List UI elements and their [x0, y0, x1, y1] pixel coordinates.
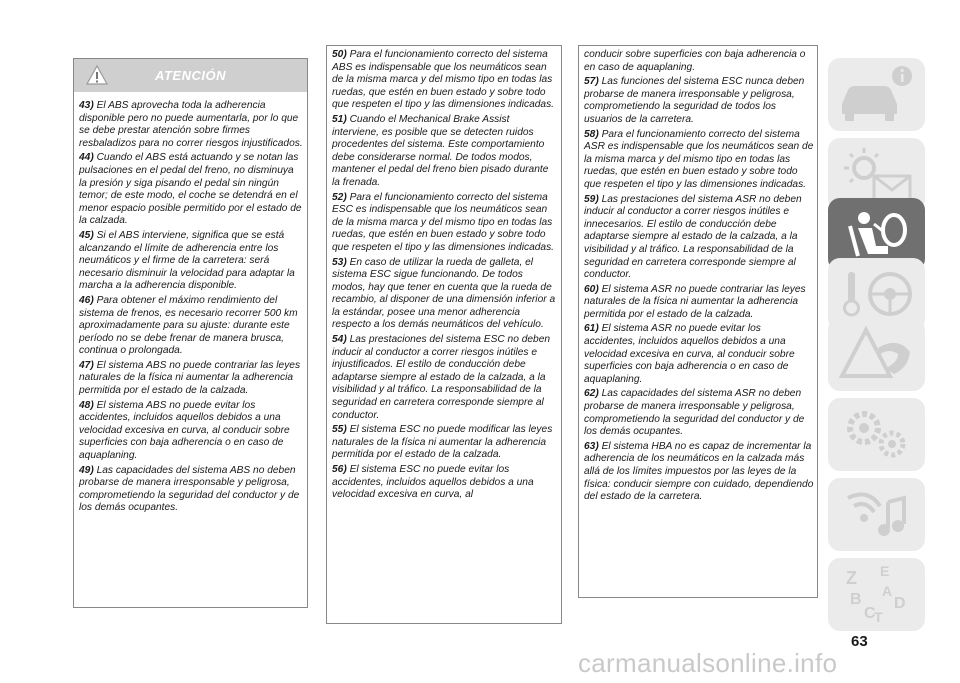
- warning-item: [584, 129, 814, 192]
- warning-item: [79, 152, 304, 228]
- tab-index[interactable]: [828, 558, 925, 631]
- warning-item-text: Si el ABS interviene, significa que se está alcanzando el límite de adherencia entre los neumáticos y el firme de la carretera: será necesario disminuir la velocidad para adaptar la marcha a la adherencia disponible.: [79, 229, 295, 292]
- warning-item-number: 45): [79, 229, 94, 241]
- warning-item-text: El ABS aprovecha toda la adherencia disponible pero no puede aumentarla, por lo que se debe prestar atención sobre firmes resbaladizos para no correr riesgos injustificados.: [79, 100, 303, 149]
- warning-item-text: Las capacidades del sistema ASR no deben probarse de manera irresponsable y peligrosa, comprometiendo la seguridad del conductor y de los demás ocupantes.: [584, 388, 805, 438]
- warning-item-text: Las capacidades del sistema ABS no deben probarse de manera irresponsable y peligrosa, comprometiendo la seguridad del conductor y de los demás ocupantes.: [79, 464, 300, 514]
- warning-item: [584, 76, 814, 126]
- warning-item: [584, 194, 814, 282]
- warning-item-number: 43): [79, 100, 94, 111]
- warning-item-text: El sistema HBA no es capaz de incrementar la adherencia de los neumáticos en la calzada más allá de los límites impuestos por las leyes de la física: conducir siempre con cuidado, dependiendo del estado de la carretera.: [584, 440, 814, 503]
- tab-maintenance[interactable]: [828, 398, 925, 471]
- maintenance-gears-icon: [828, 398, 925, 471]
- warning-title: ATENCIÓN: [155, 68, 226, 83]
- warning-item-number: 46): [79, 294, 94, 306]
- warning-item-number: 56): [332, 464, 347, 475]
- warning-item: [332, 192, 558, 255]
- warning-item-text: El sistema ESC no puede evitar los accidentes, incluidos aquellos debidos a una velocidad excesiva en curva, al: [332, 464, 534, 501]
- warning-item: [584, 388, 814, 438]
- warning-item-number: 44): [79, 152, 94, 164]
- warning-item: [332, 424, 558, 462]
- tab-multimedia[interactable]: [828, 478, 925, 551]
- index-letter: A: [882, 583, 893, 599]
- warning-item-text: Para el funcionamiento correcto del sistema ABS es indispensable que los neumáticos sean de la misma marca y del mismo tipo en todas las ruedas, que estén en buen estado y sobre todo que respeten el tipo y las dimensiones indicadas.: [332, 49, 554, 111]
- warning-item-number: 51): [332, 113, 347, 125]
- warning-item-text: Cuando el Mechanical Brake Assist interviene, es posible que se detecten ruidos procedentes del sistema. Este comportamiento debe considerarse normal. De todos modos, mantener el pedal del freno bien pisado durante la frenada.: [332, 113, 549, 188]
- warning-banner: [74, 59, 307, 92]
- warning-item-number: 61): [584, 323, 599, 335]
- warning-item-text: El sistema ABS no puede contrariar las leyes naturales de la física ni aumentar la adherencia permitida por el estado de la calzada.: [79, 359, 301, 397]
- warning-item: [332, 257, 558, 333]
- warning-item-number: 55): [332, 424, 347, 436]
- warning-item: [332, 464, 558, 502]
- warning-text-column-2: [332, 49, 558, 504]
- warning-text-column-3: [584, 49, 814, 506]
- car-info-icon: [828, 58, 925, 131]
- warning-column-1: [73, 58, 308, 608]
- warning-item-number: 58): [584, 128, 599, 140]
- warning-item-text: Para obtener el máximo rendimiento del sistema de frenos, es necesario recorrer 500 km aproximadamente para su ajuste: durante este período no se debe frenar de manera brusca, continua o prolongada.: [79, 294, 298, 357]
- warning-item-text: Para el funcionamiento correcto del sistema ASR es indispensable que los neumáticos sean de la misma marca y del mismo tipo en todas las ruedas, que estén en buen estado y sobre todo que respeten el tipo y las dimensiones indicadas.: [584, 128, 814, 190]
- warning-item: [584, 284, 814, 322]
- watermark: carmanualsonline.info: [578, 648, 838, 678]
- warning-text-column-1: [79, 100, 304, 517]
- warning-item-number: 60): [584, 283, 599, 295]
- warning-item-number: 49): [79, 464, 94, 476]
- warning-item: [79, 230, 304, 293]
- warning-item-text: El sistema ABS no puede evitar los accidentes, incluidos aquellos debidos a una velocidad excesiva en curva, al conducir sobre superficies con baja adherencia o en caso de aquaplaning.: [79, 399, 290, 462]
- warning-item-number: 63): [584, 440, 599, 452]
- index-letter: Z: [846, 568, 857, 588]
- warning-item-text: El sistema ASR no puede evitar los accidentes, incluidos aquellos debidos a una velocidad excesiva en curva, al conducir sobre superficies con baja adherencia o en caso de aquaplaning.: [584, 323, 795, 385]
- index-letter: D: [894, 595, 906, 612]
- warning-item: [79, 295, 304, 358]
- tab-emergency[interactable]: [828, 318, 925, 391]
- warning-item-text: Las prestaciones del sistema ESC no deben inducir al conductor a correr riesgos inútiles e injustificados. El estilo de conducción debe adaptarse siempre al estado de la calzada, a la visibilidad y al tráfico. La responsabilidad de la seguridad en carretera corresponde siempre al conductor.: [332, 334, 551, 421]
- page-number: 63: [851, 633, 868, 650]
- warning-item: [332, 49, 558, 112]
- index-letter: B: [850, 591, 862, 608]
- warning-item: [584, 49, 814, 74]
- warning-item-text: Para el funcionamiento correcto del sistema ESC es indispensable que los neumáticos sean de la misma marca y del mismo tipo en todas las ruedas, que estén en buen estado y sobre todo que respeten el tipo y las dimensiones indicadas.: [332, 191, 554, 253]
- warning-item-number: 54): [332, 334, 347, 346]
- warning-item-text: conducir sobre superficies con baja adherencia o en caso de aquaplaning.: [584, 49, 806, 73]
- tab-car-info[interactable]: [828, 58, 925, 131]
- warning-item-text: Las prestaciones del sistema ASR no deben inducir al conductor a correr riesgos inútiles e innecesarios. El estilo de conducción debe adaptarse siempre al estado de la calzada, a la visibilidad y al tráfico. La responsabilidad de la seguridad en carretera corresponde siempre al conductor.: [584, 193, 802, 281]
- warning-item: [79, 465, 304, 515]
- warning-item-text: Cuando el ABS está actuando y se notan las pulsaciones en el pedal del freno, no disminuya la presión y siga pisando el pedal sin ningún temor; de este modo, el coche se detendrá en el menor espacio posible permitido por el estado de la calzada.: [79, 152, 302, 227]
- warning-item: [584, 441, 814, 504]
- warning-item: [332, 334, 558, 422]
- warning-item: [584, 323, 814, 386]
- warning-item-number: 57): [584, 76, 599, 88]
- index-letter: T: [874, 609, 883, 625]
- warning-item-number: 59): [584, 193, 599, 205]
- warning-item-number: 62): [584, 388, 599, 400]
- index-letter: E: [880, 563, 890, 579]
- warning-item-number: 48): [79, 399, 94, 411]
- warning-item: [79, 100, 304, 150]
- emergency-triangle-icon: [828, 318, 925, 391]
- warning-item-number: 52): [332, 191, 347, 203]
- warning-item-number: 50): [332, 49, 347, 60]
- warning-column-2: [326, 45, 562, 624]
- warning-item-text: En caso de utilizar la rueda de galleta, el sistema ESC sigue funcionando. De todos modos, hay que tener en cuenta que la rueda de recambio, al disponer de una dimensión inferior a la estándar, posee una menor adherencia respecto a los demás neumáticos del vehículo.: [332, 256, 556, 331]
- warning-item: [79, 360, 304, 398]
- index-letter: C: [864, 605, 876, 622]
- warning-item-text: El sistema ASR no puede contrariar las leyes naturales de la física ni aumentar la adherencia permitida por el estado de la calzada.: [584, 283, 806, 320]
- warning-item-number: 47): [79, 359, 94, 371]
- warning-item-number: 53): [332, 256, 347, 268]
- alphabetical-index-icon: [828, 558, 925, 631]
- warning-item: [332, 114, 558, 190]
- warning-column-3: [578, 45, 818, 598]
- warning-item-text: El sistema ESC no puede modificar las leyes naturales de la física ni aumentar la adherencia permitida por el estado de la calzada.: [332, 424, 553, 461]
- warning-item: [79, 400, 304, 463]
- warning-item-text: Las funciones del sistema ESC nunca deben probarse de manera irresponsable y peligrosa, comprometiendo la seguridad de todos los usuarios de la carretera.: [584, 76, 805, 125]
- multimedia-icon: [828, 478, 925, 551]
